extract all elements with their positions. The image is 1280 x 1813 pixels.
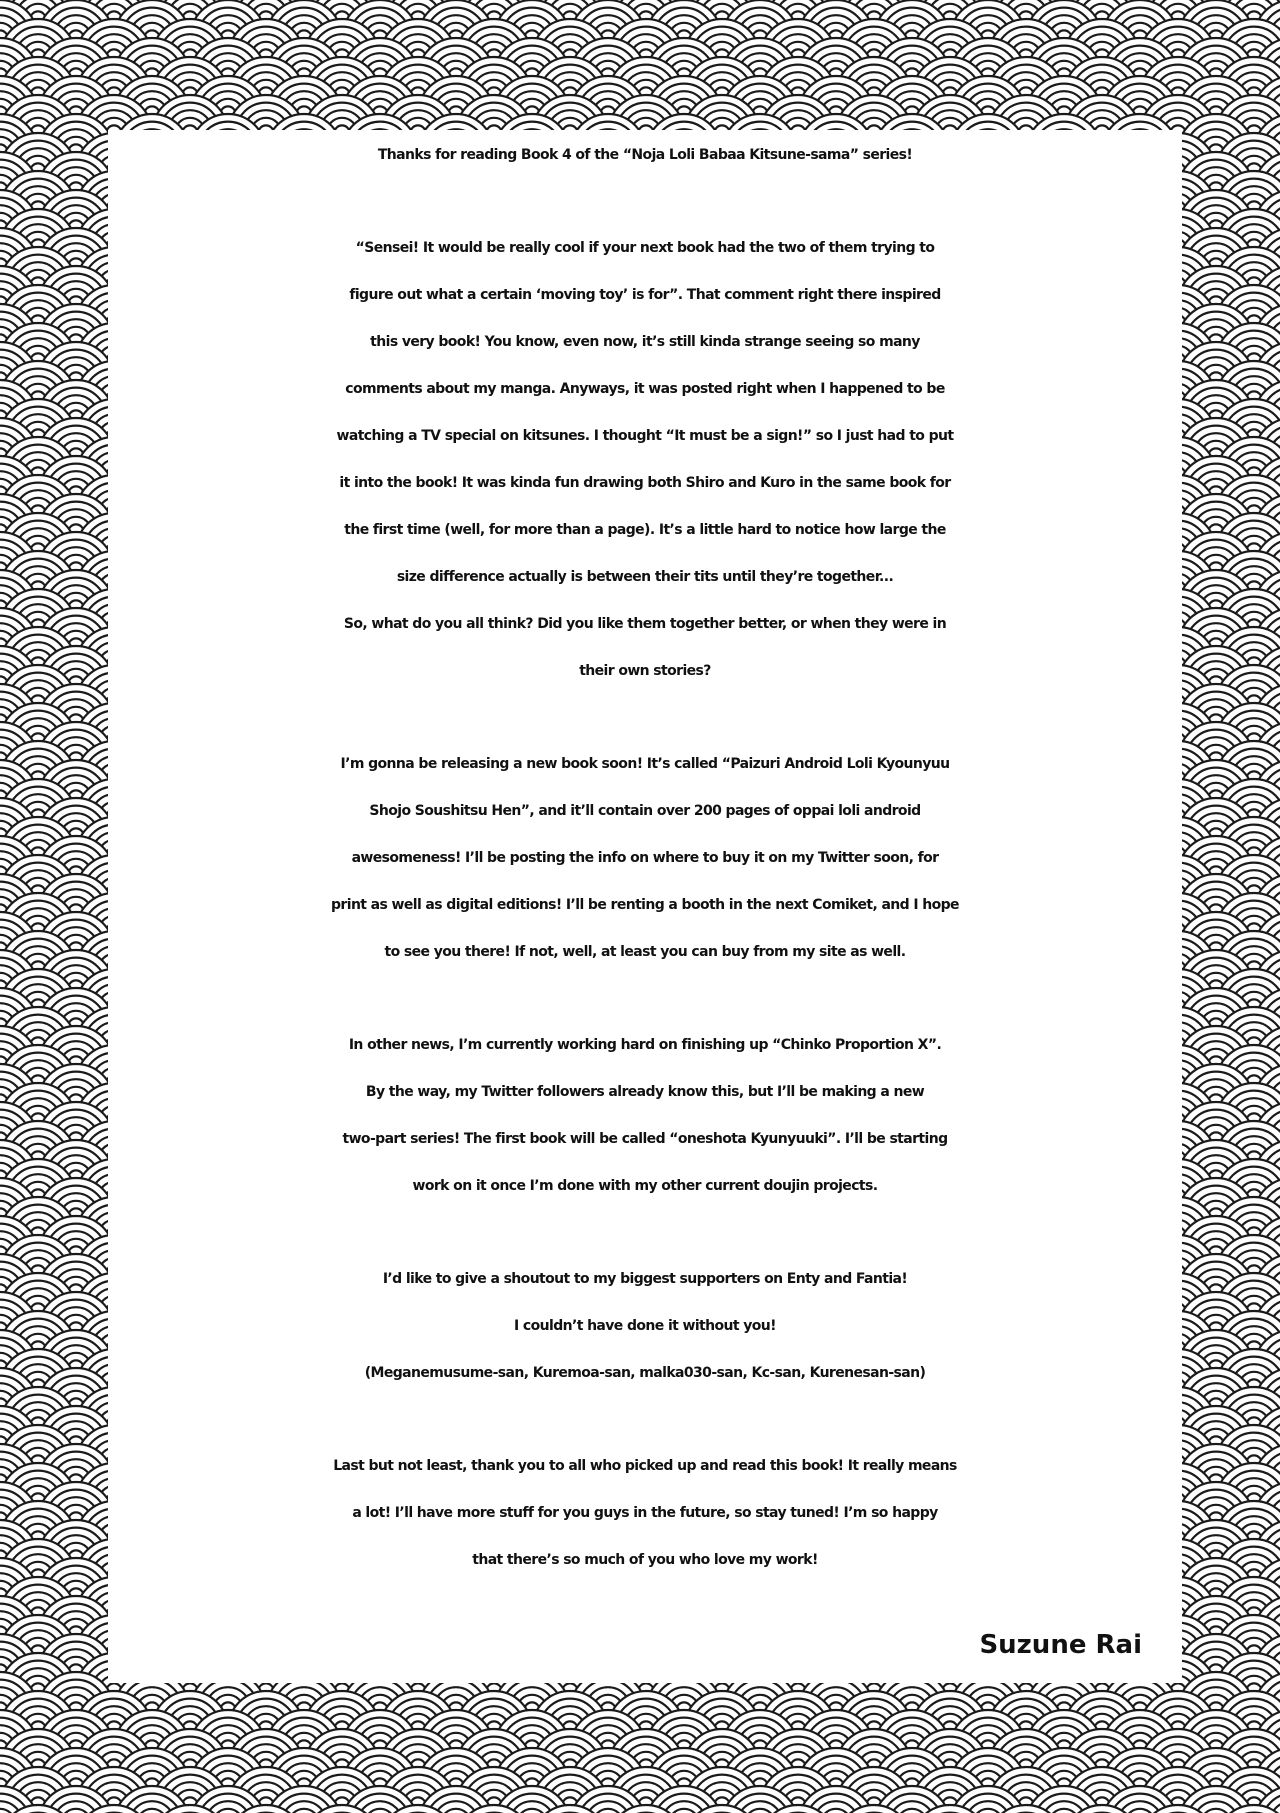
afterword-paragraph [116,741,1174,976]
text-line: (Meganemusume-san, Kuremoa-san, malka030-san, Kc-san, Kurenesan-san) [364,1365,926,1381]
text-line: to see you there! If not, well, at least you can buy from my site as well. [384,944,906,960]
afterword-paragraph [116,1256,1174,1397]
author-signature: Suzune Rai [979,1630,1142,1660]
afterword-note-panel [108,130,1182,1683]
text-line: work on it once I’m done with my other current doujin projects. [412,1178,878,1194]
afterword-paragraph [116,225,1174,695]
text-line: I couldn’t have done it without you! [514,1318,776,1334]
afterword-paragraph [116,1022,1174,1210]
text-line: “Sensei! It would be really cool if your next book had the two of them trying to [355,240,935,256]
text-line: Last but not least, thank you to all who picked up and read this book! It really means [333,1458,957,1474]
text-line: that there’s so much of you who love my work! [472,1552,818,1568]
text-line: two-part series! The first book will be called “oneshota Kyunyuuki”. I’ll be starting [342,1131,948,1147]
afterword-paragraph [116,1443,1174,1584]
text-line: awesomeness! I’ll be posting the info on where to buy it on my Twitter soon, for [351,850,939,866]
text-line: I’d like to give a shoutout to my biggest supporters on Enty and Fantia! [382,1271,908,1287]
text-line: the first time (well, for more than a page). It’s a little hard to notice how large the [344,522,946,538]
text-line: Thanks for reading Book 4 of the “Noja Loli Babaa Kitsune-sama” series! [377,147,913,163]
text-line: figure out what a certain ‘moving toy’ is for”. That comment right there inspired [349,287,941,303]
text-line: I’m gonna be releasing a new book soon! It’s called “Paizuri Android Loli Kyounyuu [340,756,950,772]
text-line: comments about my manga. Anyways, it was posted right when I happened to be [345,381,945,397]
text-line: print as well as digital editions! I’ll be renting a booth in the next Comiket, and I hope [331,897,959,913]
text-line: this very book! You know, even now, it’s still kinda strange seeing so many [370,334,920,350]
afterword-paragraph [116,132,1174,179]
text-line: So, what do you all think? Did you like them together better, or when they were in [343,616,947,632]
text-line: watching a TV special on kitsunes. I thought “It must be a sign!” so I just had to put [336,428,954,444]
text-line: In other news, I’m currently working hard on finishing up “Chinko Proportion X”. [348,1037,942,1053]
text-line: a lot! I’ll have more stuff for you guys in the future, so stay tuned! I’m so happy [352,1505,938,1521]
text-line: By the way, my Twitter followers already know this, but I’ll be making a new [365,1084,925,1100]
text-line: it into the book! It was kinda fun drawing both Shiro and Kuro in the same book for [339,475,951,491]
text-line: Shojo Soushitsu Hen”, and it’ll contain over 200 pages of oppai loli android [369,803,921,819]
text-line: size difference actually is between their tits until they’re together... [396,569,894,585]
text-line: their own stories? [579,663,711,679]
